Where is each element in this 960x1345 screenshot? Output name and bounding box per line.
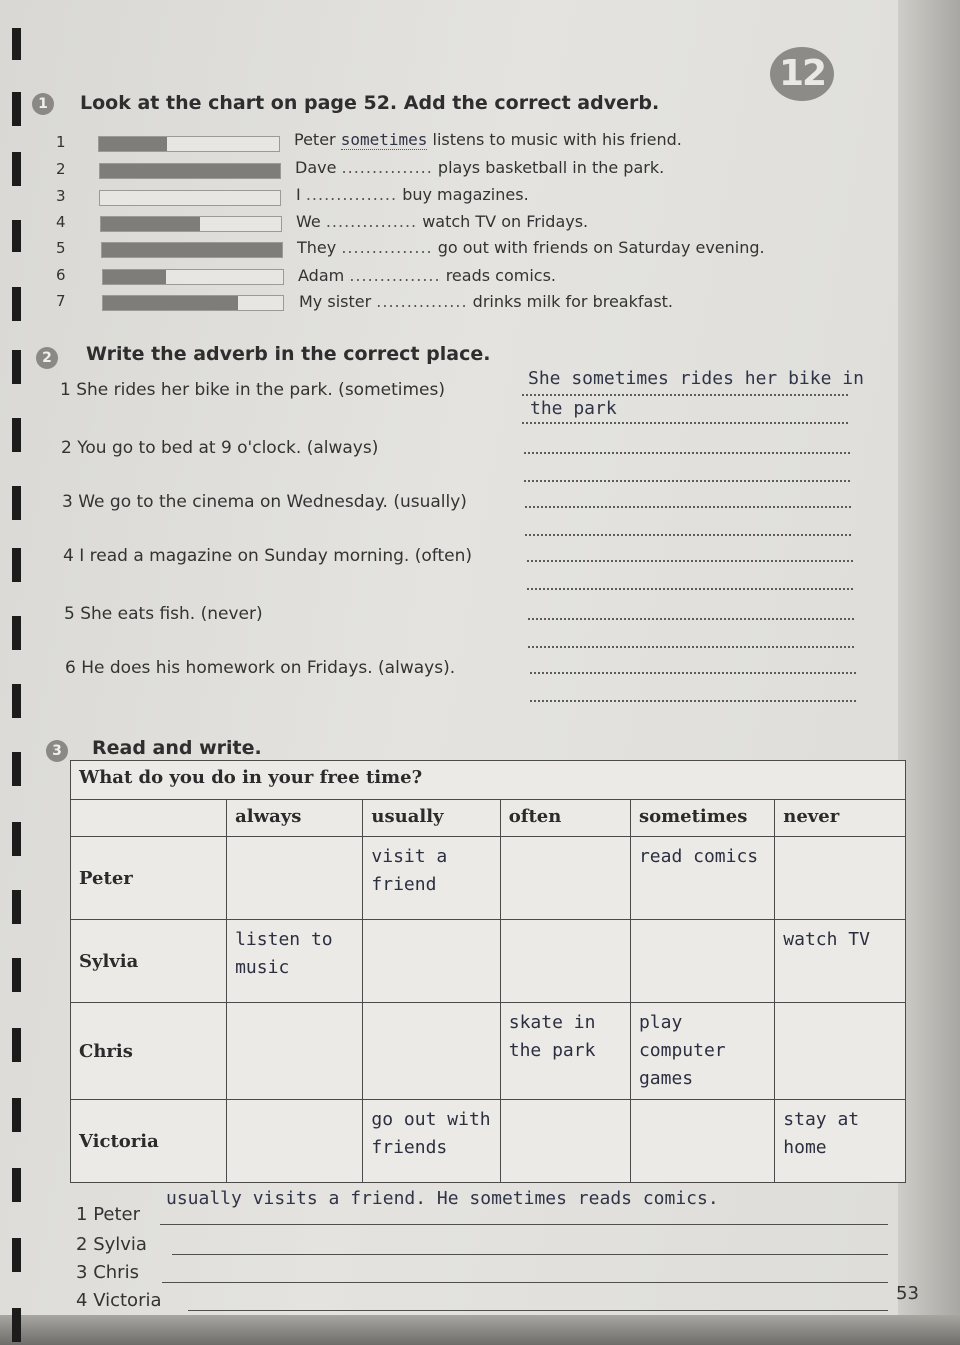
frequency-bar-fill: [101, 217, 200, 231]
question-text: She eats fish. (never): [80, 604, 263, 624]
chart-sentence: [296, 185, 529, 204]
chart-row-number: 2: [56, 160, 66, 178]
person-name: Sylvia: [71, 920, 227, 1003]
exercise-1-title: Look at the chart on page 52. Add the correct adverb.: [80, 92, 660, 114]
activity-cell: read comics: [630, 837, 774, 920]
chart-row-number: 6: [56, 266, 66, 284]
writing-number: 4: [76, 1290, 88, 1311]
question-text: She rides her bike in the park. (sometimes): [76, 380, 445, 400]
handwritten-answer: usually visits a friend. He sometimes reads comics.: [166, 1188, 719, 1209]
adverb-blank[interactable]: ...............: [341, 238, 433, 257]
binding-mark: [12, 350, 21, 384]
table-row: [71, 1003, 906, 1100]
activity-cell: visit a friend: [363, 837, 500, 920]
writing-label: [76, 1204, 140, 1225]
header-cell: never: [775, 800, 906, 837]
writing-number: 3: [76, 1262, 88, 1283]
binding-mark: [12, 1168, 21, 1202]
sentence-rest: reads comics.: [445, 266, 556, 285]
chart-sentence: [294, 130, 682, 149]
exercise-2-question: [65, 658, 455, 678]
chart-sentence: [295, 158, 664, 177]
sentence-subject: Dave: [295, 158, 337, 177]
activity-cell: listen to music: [227, 920, 363, 1003]
exercise-3-number: 3: [46, 740, 68, 762]
chart-row-number: 7: [56, 292, 66, 310]
exercise-1-number: 1: [32, 93, 54, 115]
handwritten-answer: the park: [530, 398, 617, 419]
chart-sentence: [296, 212, 588, 231]
page-edge-shadow: [898, 0, 960, 1345]
activity-cell: [775, 1003, 906, 1100]
frequency-bar: [99, 163, 281, 179]
activity-cell: [363, 920, 500, 1003]
binding-mark: [12, 152, 21, 186]
binding-mark: [12, 890, 21, 924]
sentence-rest: listens to music with his friend.: [432, 130, 682, 149]
binding-mark: [12, 1308, 21, 1342]
writing-label: [76, 1234, 147, 1255]
binding-mark: [12, 752, 21, 786]
frequency-bar-fill: [99, 137, 167, 151]
table-row: [71, 837, 906, 920]
writing-line[interactable]: [188, 1310, 888, 1311]
chart-sentence: [298, 266, 556, 285]
frequency-bar: [102, 295, 284, 311]
adverb-blank[interactable]: ...............: [325, 212, 418, 231]
exercise-2-question: [62, 492, 467, 512]
writing-name: Sylvia: [93, 1234, 147, 1255]
activity-cell: watch TV: [775, 920, 906, 1003]
writing-line[interactable]: [160, 1224, 888, 1225]
question-number: 2: [61, 438, 72, 458]
person-name: Victoria: [71, 1100, 227, 1183]
header-cell: usually: [363, 800, 500, 837]
chart-row-number: 5: [56, 239, 66, 257]
writing-label: [76, 1290, 162, 1311]
header-cell: often: [500, 800, 630, 837]
frequency-bar: [102, 269, 284, 285]
binding-mark: [12, 1028, 21, 1062]
binding-mark: [12, 486, 21, 520]
sentence-rest: drinks milk for breakfast.: [472, 292, 674, 311]
binding-mark: [12, 958, 21, 992]
sentence-subject: I: [296, 185, 301, 204]
question-text: You go to bed at 9 o'clock. (always): [77, 438, 379, 458]
writing-name: Chris: [93, 1262, 139, 1283]
binding-mark: [12, 684, 21, 718]
exercise-2-question: [60, 380, 445, 400]
activity-cell: [363, 1003, 500, 1100]
sentence-subject: My sister: [299, 292, 372, 311]
binding-mark: [12, 548, 21, 582]
answer-line[interactable]: [528, 646, 854, 648]
person-name: Chris: [71, 1003, 227, 1100]
answer-line[interactable]: [527, 588, 853, 590]
writing-line[interactable]: [162, 1282, 888, 1283]
exercise-2-title: Write the adverb in the correct place.: [86, 343, 491, 365]
binding-mark: [12, 1098, 21, 1132]
question-text: I read a magazine on Sunday morning. (often): [79, 546, 472, 566]
header-cell: sometimes: [630, 800, 774, 837]
exercise-2-question: [63, 546, 472, 566]
sentence-subject: We: [296, 212, 321, 231]
answer-line[interactable]: [530, 700, 856, 702]
frequency-bar: [99, 190, 281, 206]
table-title: What do you do in your free time?: [71, 761, 906, 800]
activity-cell: go out with friends: [363, 1100, 500, 1183]
answer-line[interactable]: [527, 560, 853, 562]
activity-cell: play computer games: [630, 1003, 774, 1100]
question-number: 4: [63, 546, 74, 566]
binding-mark: [12, 220, 21, 252]
writing-number: 1: [76, 1204, 88, 1225]
answer-line[interactable]: [530, 672, 856, 674]
table-row: [71, 920, 906, 1003]
sentence-subject: They: [297, 238, 337, 257]
writing-label: [76, 1262, 139, 1283]
answer-line[interactable]: [522, 422, 848, 424]
adverb-blank[interactable]: ...............: [349, 266, 441, 285]
adverb-blank[interactable]: ...............: [376, 292, 468, 311]
frequency-bar-fill: [103, 296, 238, 310]
free-time-table: [70, 760, 906, 1183]
binding-mark: [12, 822, 21, 856]
exercise-2-question: [61, 438, 378, 458]
answer-line[interactable]: [525, 506, 851, 508]
chart-row-number: 4: [56, 213, 66, 231]
answer-line[interactable]: [524, 452, 850, 454]
chart-row-number: 3: [56, 187, 66, 205]
sentence-rest: go out with friends on Saturday evening.: [437, 238, 765, 257]
answer-line[interactable]: [524, 480, 850, 482]
writing-line[interactable]: [172, 1254, 888, 1255]
sentence-rest: plays basketball in the park.: [437, 158, 665, 177]
question-number: 5: [64, 604, 75, 624]
question-text: We go to the cinema on Wednesday. (usually): [78, 492, 467, 512]
activity-cell: [630, 920, 774, 1003]
adverb-blank[interactable]: sometimes: [340, 130, 428, 149]
header-corner: [71, 800, 227, 837]
header-cell: always: [227, 800, 363, 837]
activity-cell: [630, 1100, 774, 1183]
activity-cell: [500, 837, 630, 920]
binding-mark: [12, 287, 21, 321]
writing-name: Victoria: [93, 1290, 162, 1311]
sentence-rest: watch TV on Fridays.: [422, 212, 589, 231]
chart-sentence: [299, 292, 673, 311]
activity-cell: [775, 837, 906, 920]
binding-mark: [12, 418, 21, 452]
table-header-row: [71, 800, 906, 837]
sentence-subject: Adam: [298, 266, 345, 285]
adverb-blank[interactable]: ...............: [341, 158, 433, 177]
adverb-blank[interactable]: ...............: [305, 185, 398, 204]
frequency-bar-fill: [103, 270, 166, 284]
activity-cell: stay at home: [775, 1100, 906, 1183]
activity-cell: [500, 920, 630, 1003]
table-body: [71, 837, 906, 1183]
chart-row-number: 1: [56, 133, 66, 151]
table-row: [71, 1100, 906, 1183]
binding-mark: [12, 1238, 21, 1272]
answer-line[interactable]: [522, 394, 848, 396]
page-number: 53: [896, 1283, 919, 1304]
question-number: 3: [62, 492, 73, 512]
exercise-2-question: [64, 604, 263, 624]
sentence-subject: Peter: [294, 130, 336, 149]
handwritten-answer: She sometimes rides her bike in: [528, 368, 864, 389]
frequency-bar: [101, 242, 283, 258]
unit-number-badge: 12: [770, 47, 834, 101]
writing-number: 2: [76, 1234, 88, 1255]
frequency-bar-fill: [100, 164, 280, 178]
question-number: 1: [60, 380, 71, 400]
exercise-2-number: 2: [36, 347, 58, 369]
question-number: 6: [65, 658, 76, 678]
writing-name: Peter: [93, 1204, 141, 1225]
activity-cell: skate in the park: [500, 1003, 630, 1100]
page-bottom-shadow: [0, 1315, 960, 1345]
frequency-bar-fill: [102, 243, 282, 257]
activity-cell: [227, 837, 363, 920]
binding-mark: [12, 92, 21, 126]
answer-line[interactable]: [528, 618, 854, 620]
person-name: Peter: [71, 837, 227, 920]
question-text: He does his homework on Fridays. (always).: [81, 658, 456, 678]
frequency-bar: [98, 136, 280, 152]
sentence-rest: buy magazines.: [402, 185, 529, 204]
chart-sentence: [297, 238, 765, 257]
activity-cell: [227, 1003, 363, 1100]
exercise-3-title: Read and write.: [92, 737, 262, 759]
activity-cell: [227, 1100, 363, 1183]
frequency-bar: [100, 216, 282, 232]
binding-mark: [12, 616, 21, 650]
activity-cell: [500, 1100, 630, 1183]
answer-line[interactable]: [525, 534, 851, 536]
binding-mark: [12, 28, 21, 60]
